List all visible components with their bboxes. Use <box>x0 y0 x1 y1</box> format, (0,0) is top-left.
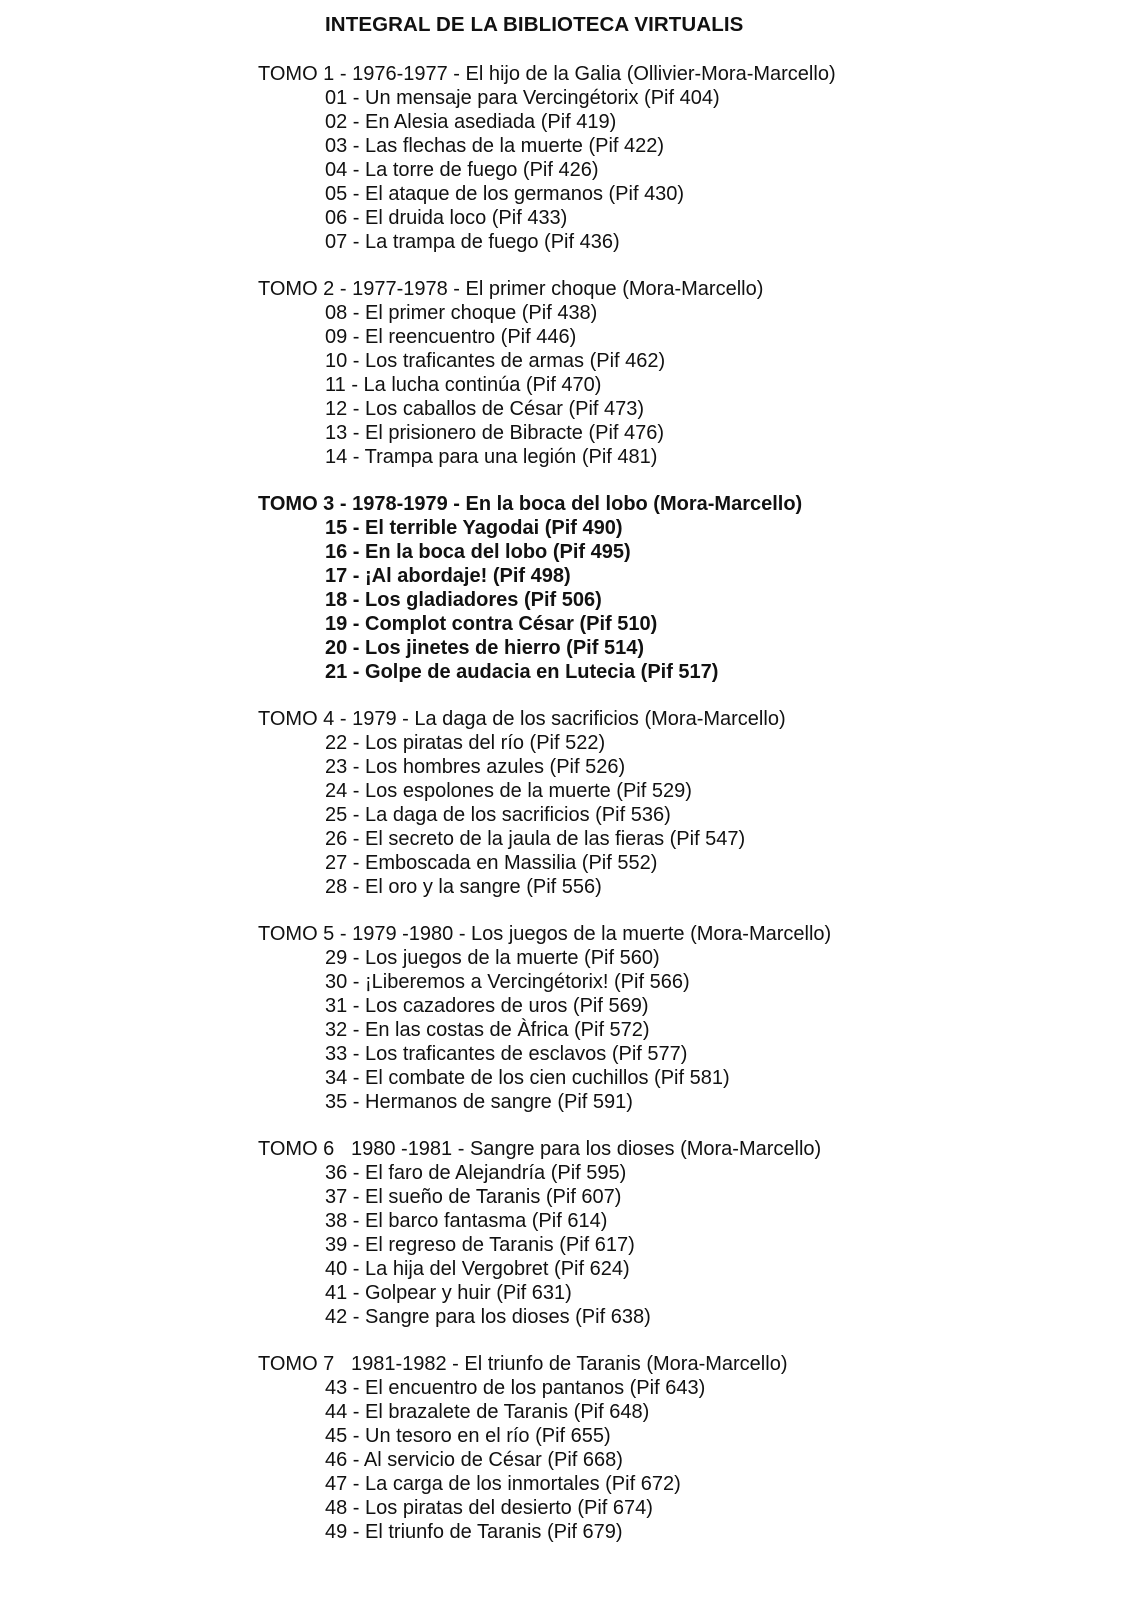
episode-item: 05 - El ataque de los germanos (Pif 430) <box>325 183 685 205</box>
episode-item: 28 - El oro y la sangre (Pif 556) <box>325 876 602 898</box>
episode-item: 01 - Un mensaje para Vercingétorix (Pif 404) <box>325 87 720 109</box>
episode-item: 07 - La trampa de fuego (Pif 436) <box>325 231 620 253</box>
tomo-heading: TOMO 4 - 1979 - La daga de los sacrificios (Mora-Marcello) <box>258 708 786 730</box>
episode-item: 11 - La lucha continúa (Pif 470) <box>325 374 602 396</box>
episode-item: 33 - Los traficantes de esclavos (Pif 577) <box>325 1043 688 1065</box>
episode-item: 24 - Los espolones de la muerte (Pif 529) <box>325 780 692 802</box>
tomo-heading: TOMO 6 1980 -1981 - Sangre para los dioses (Mora-Marcello) <box>258 1138 822 1160</box>
episode-item: 41 - Golpear y huir (Pif 631) <box>325 1282 572 1304</box>
episode-item: 37 - El sueño de Taranis (Pif 607) <box>325 1186 622 1208</box>
episode-item: 36 - El faro de Alejandría (Pif 595) <box>325 1162 627 1184</box>
episode-item: 47 - La carga de los inmortales (Pif 672) <box>325 1473 681 1495</box>
episode-item: 35 - Hermanos de sangre (Pif 591) <box>325 1091 633 1113</box>
page-title: INTEGRAL DE LA BIBLIOTECA VIRTUALIS <box>325 13 744 36</box>
tomo-heading: TOMO 2 - 1977-1978 - El primer choque (Mora-Marcello) <box>258 278 764 300</box>
episode-item: 17 - ¡Al abordaje! (Pif 498) <box>325 565 571 587</box>
episode-item: 13 - El prisionero de Bibracte (Pif 476) <box>325 422 665 444</box>
tomo-4 <box>0 707 1131 899</box>
episode-item: 23 - Los hombres azules (Pif 526) <box>325 756 626 778</box>
episode-item: 10 - Los traficantes de armas (Pif 462) <box>325 350 666 372</box>
tomo-5 <box>0 922 1131 1114</box>
episode-item: 15 - El terrible Yagodai (Pif 490) <box>325 517 623 539</box>
episode-item: 42 - Sangre para los dioses (Pif 638) <box>325 1306 651 1328</box>
episode-item: 45 - Un tesoro en el río (Pif 655) <box>325 1425 611 1447</box>
episode-item: 06 - El druida loco (Pif 433) <box>325 207 568 229</box>
episode-item: 03 - Las flechas de la muerte (Pif 422) <box>325 135 665 157</box>
episode-item: 27 - Emboscada en Massilia (Pif 552) <box>325 852 658 874</box>
tomo-heading: TOMO 7 1981-1982 - El triunfo de Taranis (Mora-Marcello) <box>258 1353 788 1375</box>
episode-item: 20 - Los jinetes de hierro (Pif 514) <box>325 637 644 659</box>
tomo-list <box>0 62 1131 1567</box>
episode-item: 14 - Trampa para una legión (Pif 481) <box>325 446 658 468</box>
episode-item: 32 - En las costas de Àfrica (Pif 572) <box>325 1019 650 1041</box>
episode-item: 22 - Los piratas del río (Pif 522) <box>325 732 606 754</box>
episode-item: 26 - El secreto de la jaula de las fieras (Pif 547) <box>325 828 746 850</box>
episode-item: 31 - Los cazadores de uros (Pif 569) <box>325 995 649 1017</box>
episode-item: 08 - El primer choque (Pif 438) <box>325 302 598 324</box>
episode-item: 04 - La torre de fuego (Pif 426) <box>325 159 599 181</box>
tomo-heading: TOMO 5 - 1979 -1980 - Los juegos de la muerte (Mora-Marcello) <box>258 923 832 945</box>
episode-item: 19 - Complot contra César (Pif 510) <box>325 613 658 635</box>
episode-item: 25 - La daga de los sacrificios (Pif 536) <box>325 804 671 826</box>
tomo-heading: TOMO 1 - 1976-1977 - El hijo de la Galia (Ollivier-Mora-Marcello) <box>258 63 836 85</box>
tomo-1 <box>0 62 1131 254</box>
episode-item: 48 - Los piratas del desierto (Pif 674) <box>325 1497 653 1519</box>
episode-item: 38 - El barco fantasma (Pif 614) <box>325 1210 608 1232</box>
episode-item: 18 - Los gladiadores (Pif 506) <box>325 589 602 611</box>
episode-item: 21 - Golpe de audacia en Lutecia (Pif 517) <box>325 661 719 683</box>
episode-item: 43 - El encuentro de los pantanos (Pif 643) <box>325 1377 706 1399</box>
tomo-heading: TOMO 3 - 1978-1979 - En la boca del lobo (Mora-Marcello) <box>258 493 803 515</box>
tomo-3 <box>0 492 1131 684</box>
episode-item: 34 - El combate de los cien cuchillos (Pif 581) <box>325 1067 730 1089</box>
episode-item: 12 - Los caballos de César (Pif 473) <box>325 398 645 420</box>
episode-item: 29 - Los juegos de la muerte (Pif 560) <box>325 947 660 969</box>
episode-item: 16 - En la boca del lobo (Pif 495) <box>325 541 631 563</box>
episode-item: 39 - El regreso de Taranis (Pif 617) <box>325 1234 635 1256</box>
episode-item: 30 - ¡Liberemos a Vercingétorix! (Pif 566) <box>325 971 690 993</box>
episode-item: 09 - El reencuentro (Pif 446) <box>325 326 577 348</box>
episode-item: 44 - El brazalete de Taranis (Pif 648) <box>325 1401 650 1423</box>
episode-item: 46 - Al servicio de César (Pif 668) <box>325 1449 623 1471</box>
episode-item: 49 - El triunfo de Taranis (Pif 679) <box>325 1521 623 1543</box>
tomo-6 <box>0 1137 1131 1329</box>
episode-item: 40 - La hija del Vergobret (Pif 624) <box>325 1258 630 1280</box>
tomo-7 <box>0 1352 1131 1544</box>
episode-item: 02 - En Alesia asediada (Pif 419) <box>325 111 617 133</box>
tomo-2 <box>0 277 1131 469</box>
